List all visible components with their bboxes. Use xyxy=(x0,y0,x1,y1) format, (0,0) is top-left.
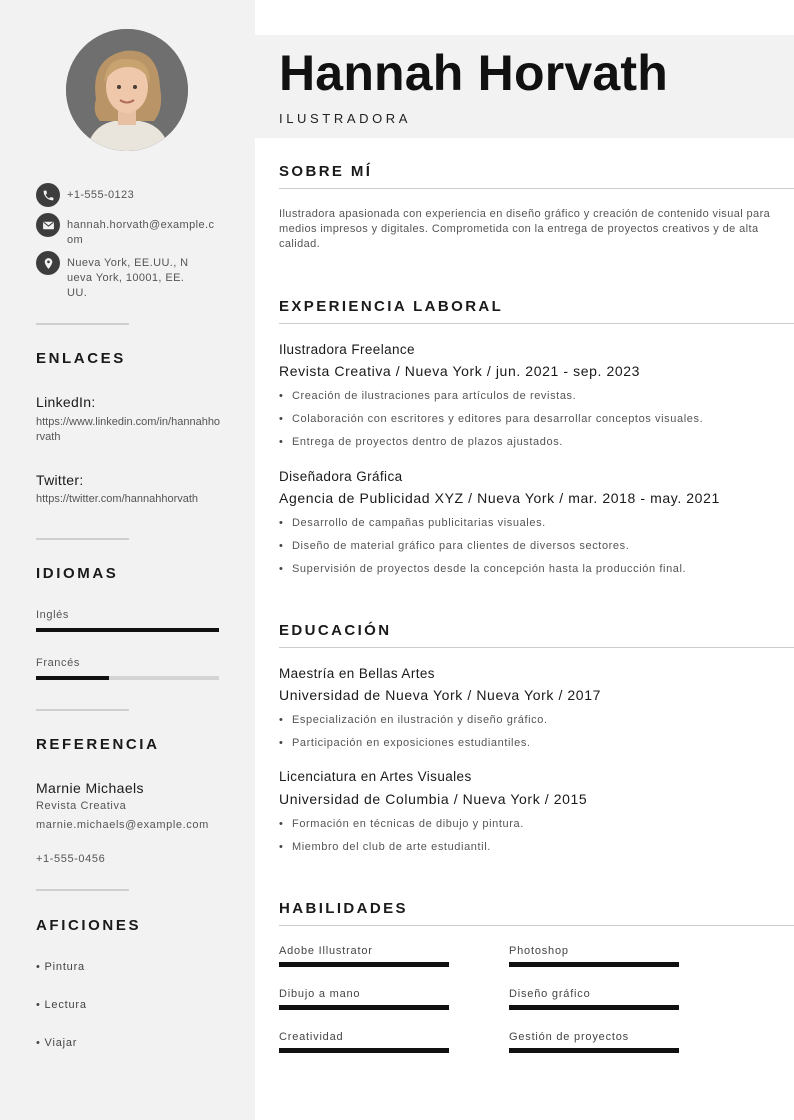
education-heading: EDUCACIÓN xyxy=(279,622,392,639)
hobby-item: • Pintura xyxy=(36,961,85,973)
phone-text: +1-555-0123 xyxy=(67,189,135,201)
job-subtitle: Agencia de Publicidad XYZ / Nueva York / mar. 2018 - may. 2021 xyxy=(279,490,720,506)
degree-bullet: • Especialización en ilustración y diseño gráfico. xyxy=(279,714,548,726)
reference-name: Marnie Michaels xyxy=(36,780,144,796)
reference-email[interactable]: marnie.michaels@example.com xyxy=(36,819,209,831)
about-heading: SOBRE MÍ xyxy=(279,163,373,180)
job-bullet: • Diseño de material gráfico para clientes de diversos sectores. xyxy=(279,540,629,552)
skill-name: Photoshop xyxy=(509,945,569,957)
section-rule xyxy=(279,925,794,926)
contact-email xyxy=(36,213,217,248)
skill-level-bar xyxy=(279,1048,449,1053)
hobby-item: • Lectura xyxy=(36,999,87,1011)
job-title: Diseñadora Gráfica xyxy=(279,469,403,484)
language-name: Inglés xyxy=(36,609,69,621)
about-text: Ilustradora apasionada con experiencia en diseño gráfico y creación de contenido visual para medios impresos y digitales. Comprometida con la entrega de proyectos creativos y de alta calidad. xyxy=(279,208,771,250)
twitter-label: Twitter: xyxy=(36,472,84,488)
linkedin-link[interactable]: https://www.linkedin.com/in/hannahhorvath xyxy=(36,416,221,443)
job-bullet: • Desarrollo de campañas publicitarias visuales. xyxy=(279,517,546,529)
skill-level-bar xyxy=(279,1005,449,1010)
skill-name: Creatividad xyxy=(279,1031,344,1043)
section-rule xyxy=(279,188,794,189)
person-name: Hannah Horvath xyxy=(279,45,668,101)
hobbies-heading: AFICIONES xyxy=(36,917,142,934)
language-name: Francés xyxy=(36,657,80,669)
email-link[interactable]: hannah.horvath@example.com xyxy=(67,219,215,246)
skill-name: Adobe Illustrator xyxy=(279,945,373,957)
phone-icon xyxy=(36,183,60,207)
skill-name: Diseño gráfico xyxy=(509,988,591,1000)
section-rule xyxy=(279,647,794,648)
reference-company: Revista Creativa xyxy=(36,800,127,812)
map-pin-icon xyxy=(36,251,60,275)
skill-level-bar xyxy=(509,1048,679,1053)
degree-subtitle: Universidad de Columbia / Nueva York / 2015 xyxy=(279,791,588,807)
job-bullet: • Creación de ilustraciones para artículos de revistas. xyxy=(279,390,576,402)
person-role: ILUSTRADORA xyxy=(279,111,412,126)
degree-title: Licenciatura en Artes Visuales xyxy=(279,769,472,784)
skill-level-bar xyxy=(509,962,679,967)
experience-heading: EXPERIENCIA LABORAL xyxy=(279,298,504,315)
reference-phone: +1-555-0456 xyxy=(36,853,106,865)
hobby-item: • Viajar xyxy=(36,1037,78,1049)
job-title: Ilustradora Freelance xyxy=(279,342,415,357)
divider xyxy=(36,538,129,540)
degree-subtitle: Universidad de Nueva York / Nueva York / 2017 xyxy=(279,687,601,703)
skill-name: Gestión de proyectos xyxy=(509,1031,629,1043)
links-heading: ENLACES xyxy=(36,350,126,367)
job-bullet: • Supervisión de proyectos desde la concepción hasta la producción final. xyxy=(279,563,686,575)
job-subtitle: Revista Creativa / Nueva York / jun. 2021 - sep. 2023 xyxy=(279,363,640,379)
divider xyxy=(36,323,129,325)
hobby-label: Lectura xyxy=(44,999,87,1011)
section-rule xyxy=(279,323,794,324)
contact-phone xyxy=(36,183,217,207)
skill-level-bar xyxy=(509,1005,679,1010)
divider xyxy=(36,709,129,711)
twitter-link[interactable]: https://twitter.com/hannahhorvath xyxy=(36,493,199,505)
linkedin-label: LinkedIn: xyxy=(36,394,96,410)
language-level-fill xyxy=(36,628,219,632)
degree-title: Maestría en Bellas Artes xyxy=(279,666,435,681)
reference-heading: REFERENCIA xyxy=(36,736,160,753)
address-text: Nueva York, EE.UU., Nueva York, 10001, EE.UU. xyxy=(67,257,189,299)
job-bullet: • Entrega de proyectos dentro de plazos ajustados. xyxy=(279,436,563,448)
degree-bullet: • Participación en exposiciones estudiantiles. xyxy=(279,737,531,749)
languages-heading: IDIOMAS xyxy=(36,565,119,582)
sidebar xyxy=(0,0,255,1120)
hobby-label: Pintura xyxy=(44,961,85,973)
language-level-fill xyxy=(36,676,109,680)
skill-level-bar xyxy=(279,962,449,967)
degree-bullet: • Miembro del club de arte estudiantil. xyxy=(279,841,491,853)
language-level-bar xyxy=(36,676,219,680)
hobby-label: Viajar xyxy=(44,1037,78,1049)
envelope-icon xyxy=(36,213,60,237)
skill-name: Dibujo a mano xyxy=(279,988,361,1000)
language-level-bar xyxy=(36,628,219,632)
profile-photo xyxy=(66,29,188,151)
skills-heading: HABILIDADES xyxy=(279,900,408,917)
contact-address xyxy=(36,251,192,301)
divider xyxy=(36,889,129,891)
job-bullet: • Colaboración con escritores y editores para desarrollar conceptos visuales. xyxy=(279,413,703,425)
degree-bullet: • Formación en técnicas de dibujo y pintura. xyxy=(279,818,524,830)
